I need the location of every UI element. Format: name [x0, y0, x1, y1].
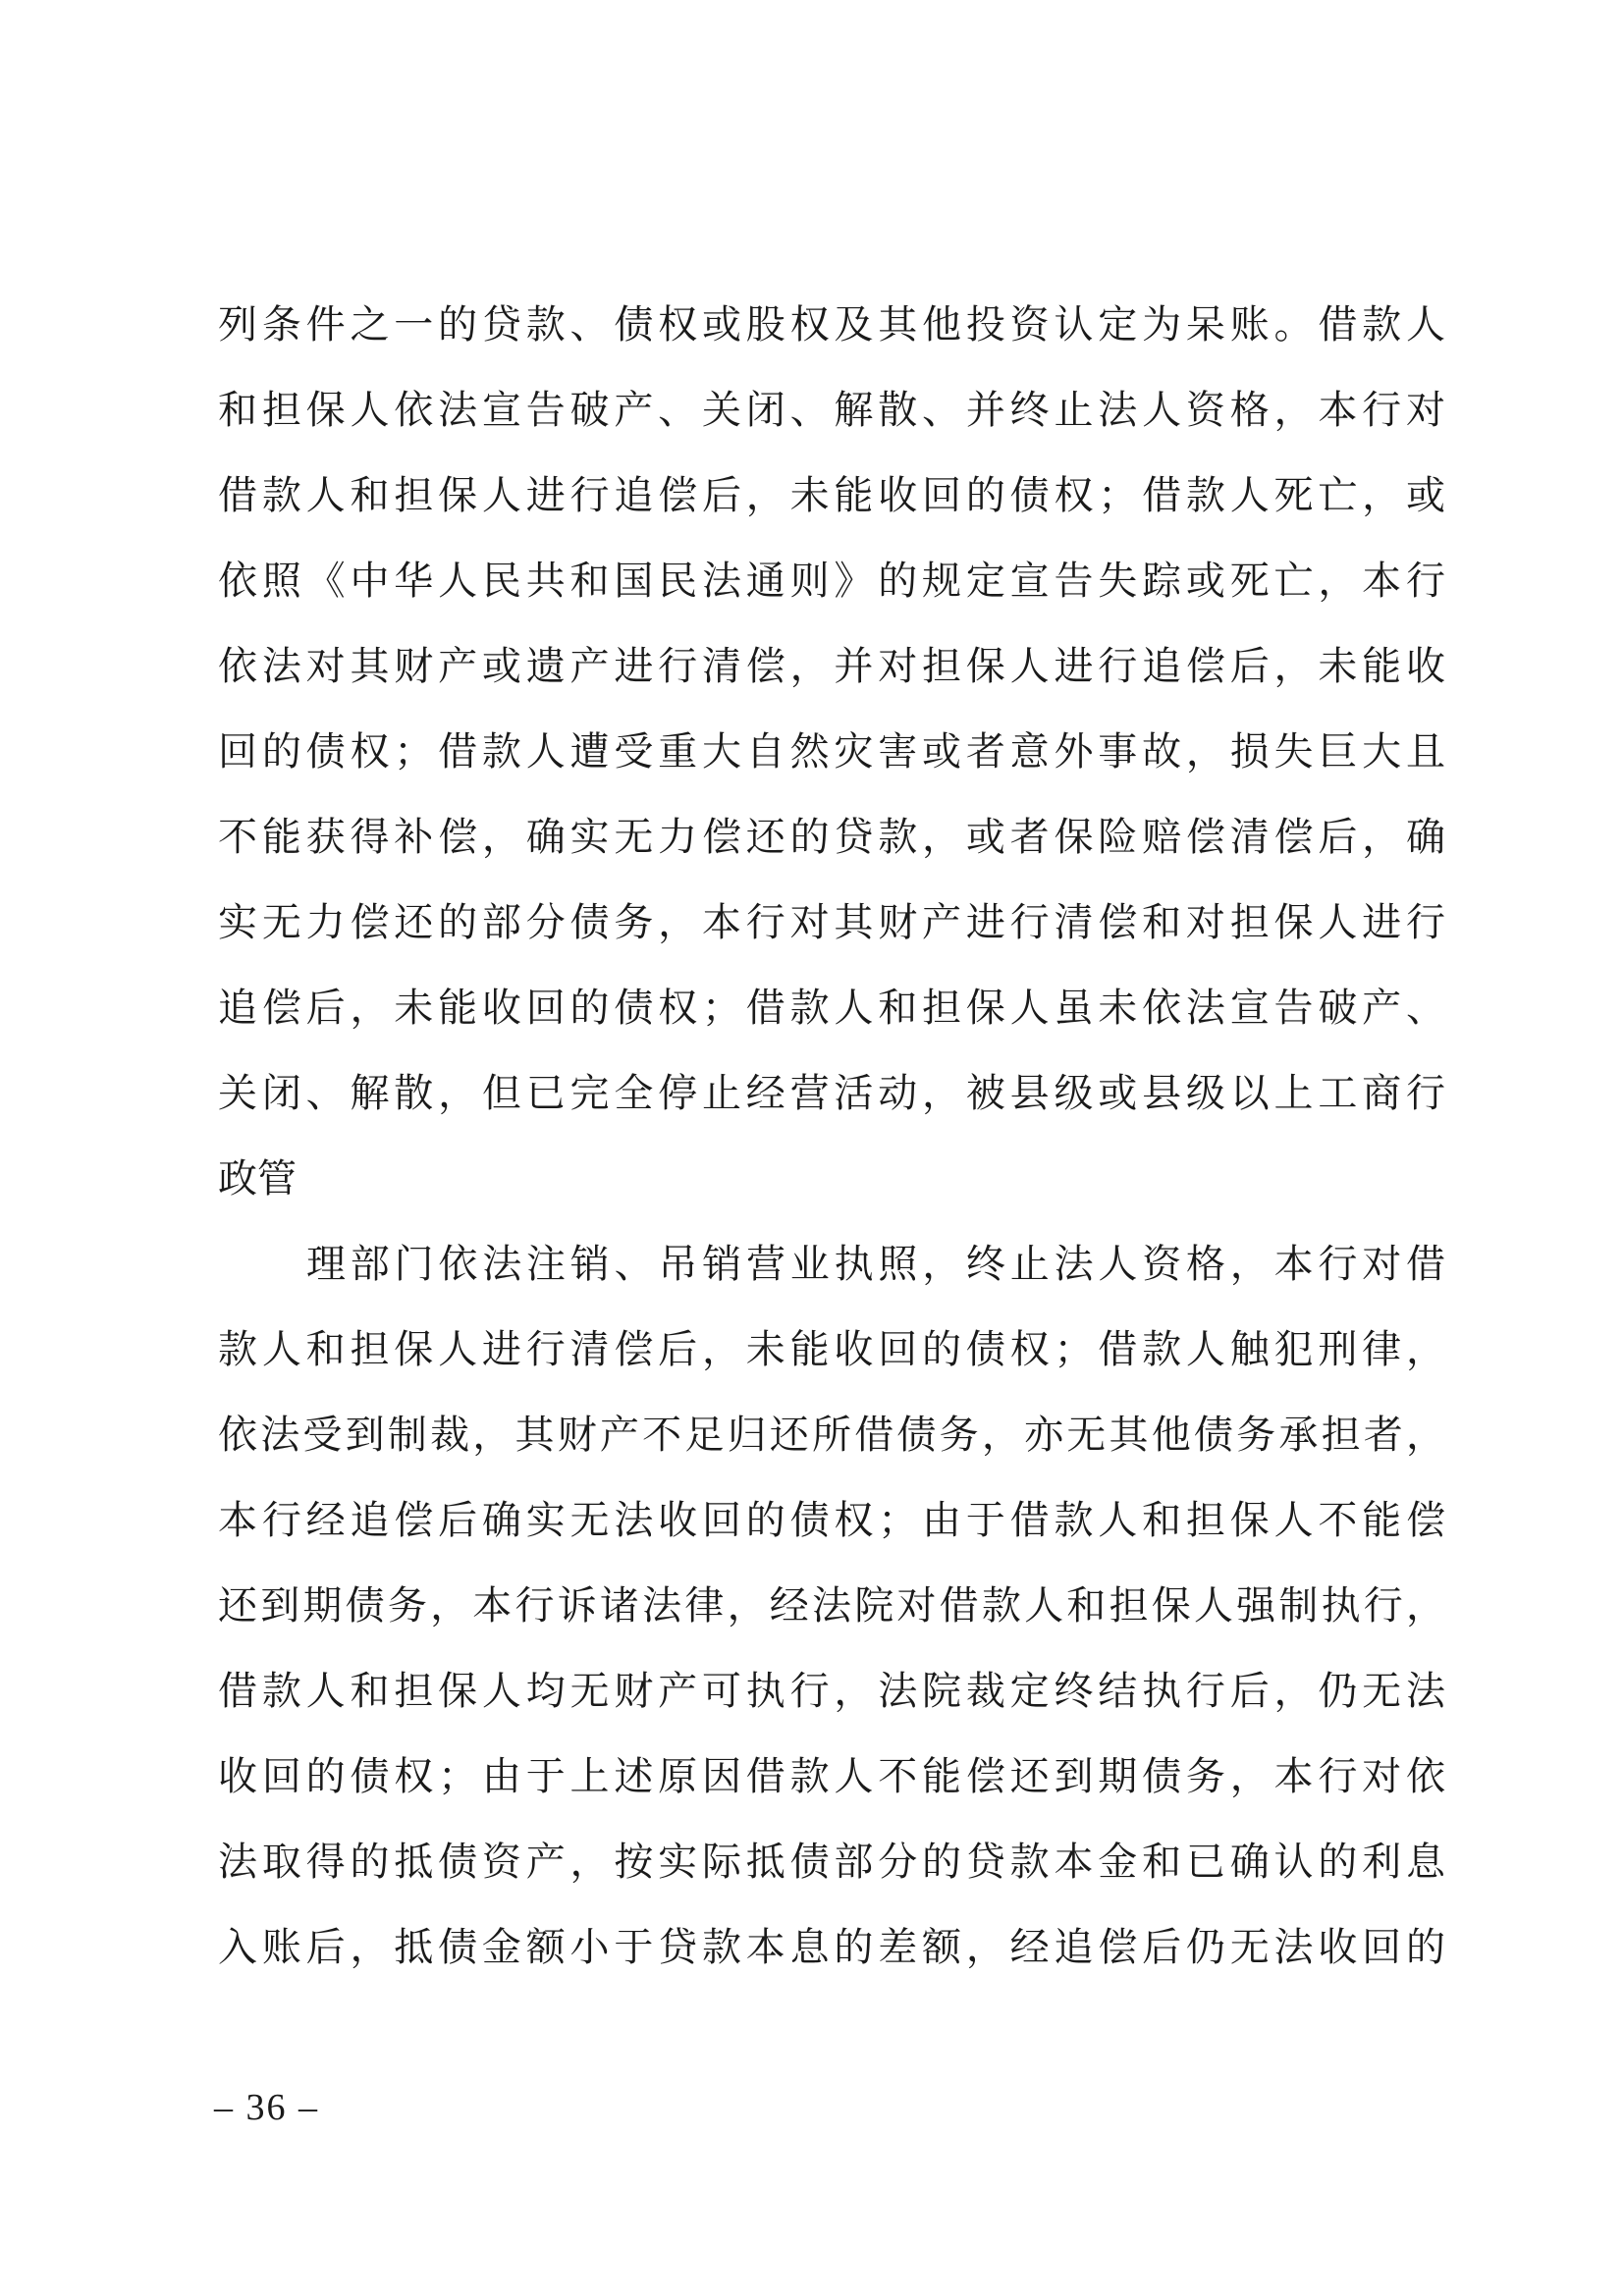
text-line: 款人和担保人进行清偿后，未能收回的债权；借款人触犯刑律，: [218, 1327, 1445, 1372]
text-line: 理部门依法注销、吊销营业执照，终止法人资格，本行对借: [306, 1242, 1445, 1287]
text-line: 回的债权；借款人遭受重大自然灾害或者意外事故，损失巨大且: [218, 729, 1445, 774]
text-line: 依照《中华人民共和国民法通则》的规定宣告失踪或死亡，本行: [218, 559, 1445, 604]
text-line: 追偿后，未能收回的债权；借款人和担保人虽未依法宣告破产、: [218, 986, 1445, 1031]
text-line: 借款人和担保人均无财产可执行，法院裁定终结执行后，仍无法: [218, 1669, 1445, 1714]
text-line: 实无力偿还的部分债务，本行对其财产进行清偿和对担保人进行: [218, 900, 1445, 945]
text-line: 本行经追偿后确实无法收回的债权；由于借款人和担保人不能偿: [218, 1498, 1445, 1543]
text-line: 收回的债权；由于上述原因借款人不能偿还到期债务，本行对依: [218, 1754, 1445, 1799]
text-line: 借款人和担保人进行追偿后，未能收回的债权；借款人死亡，或: [218, 473, 1445, 518]
text-line: 还到期债务，本行诉诸法律，经法院对借款人和担保人强制执行，: [218, 1583, 1445, 1629]
text-line: 法取得的抵债资产，按实际抵债部分的贷款本金和已确认的利息: [218, 1840, 1445, 1885]
text-line: 入账后，抵债金额小于贷款本息的差额，经追偿后仍无法收回的: [218, 1925, 1445, 1970]
page-number: – 36 –: [214, 2087, 319, 2128]
text-line: 和担保人依法宣告破产、关闭、解散、并终止法人资格，本行对: [218, 388, 1445, 433]
text-line: 不能获得补偿，确实无力偿还的贷款，或者保险赔偿清偿后，确: [218, 815, 1445, 860]
text-line: 依法对其财产或遗产进行清偿，并对担保人进行追偿后，未能收: [218, 644, 1445, 689]
text-line: 依法受到制裁，其财产不足归还所借债务，亦无其他债务承担者，: [218, 1413, 1445, 1458]
body-paragraph: [218, 1222, 1445, 1991]
text-line: 关闭、解散，但已完全停止经营活动，被县级或县级以上工商行: [218, 1071, 1445, 1116]
text-line: 政管: [218, 1156, 297, 1201]
text-line: 列条件之一的贷款、债权或股权及其他投资认定为呆账。借款人: [218, 302, 1445, 347]
body-paragraph: [218, 283, 1445, 1222]
